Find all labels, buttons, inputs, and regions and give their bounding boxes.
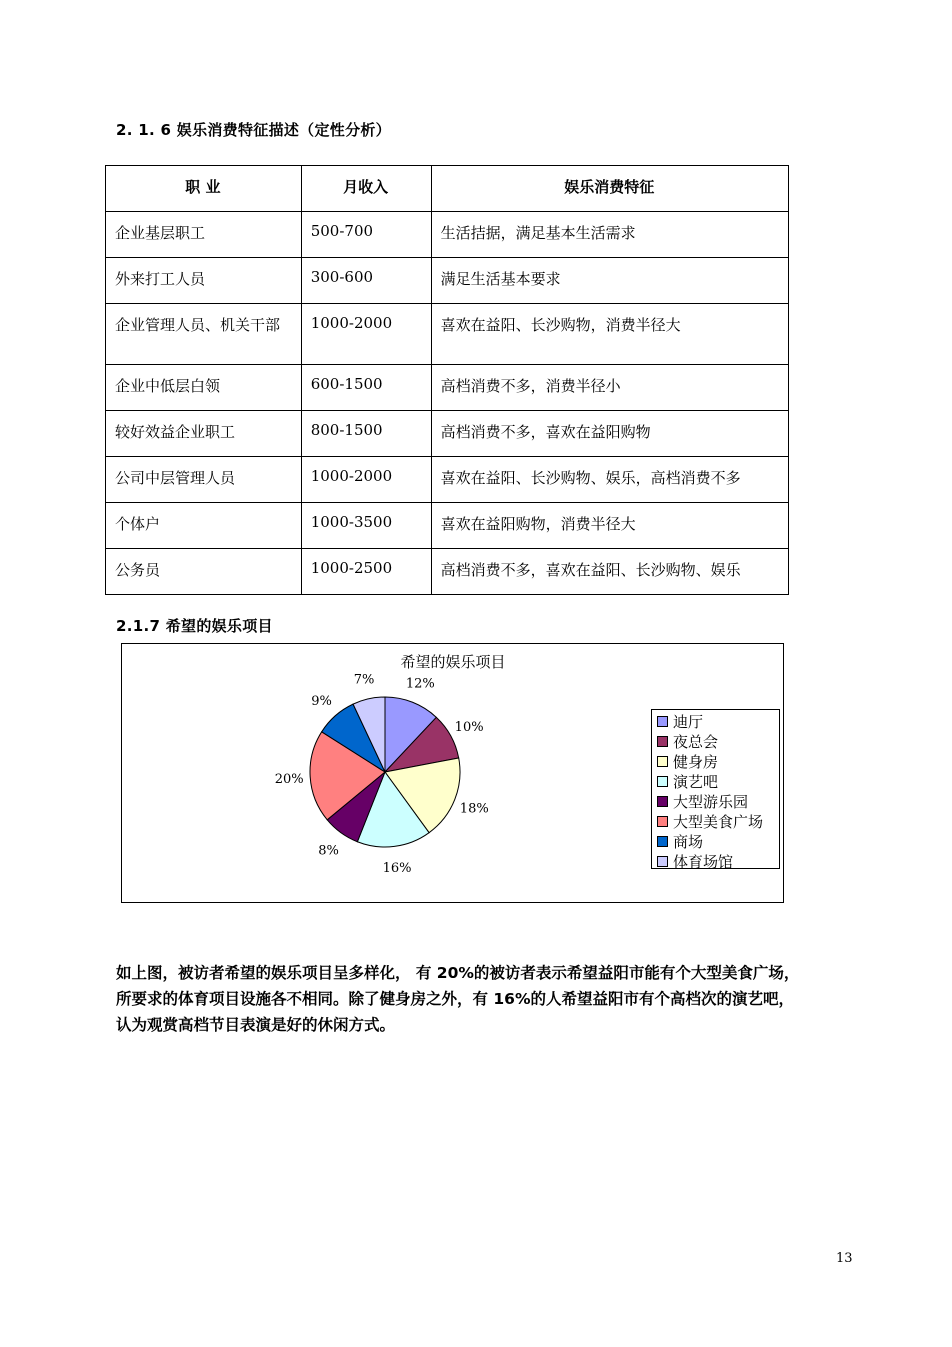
cell-occupation: 公司中层管理人员 [106, 457, 302, 503]
legend-item [657, 831, 779, 851]
header-feature: 娱乐消费特征 [431, 166, 788, 212]
cell-income: 300-600 [301, 258, 431, 304]
cell-feature: 生活拮据，满足基本生活需求 [431, 212, 788, 258]
legend-label: 大型美食广场 [673, 812, 764, 831]
cell-occupation: 外来打工人员 [106, 258, 302, 304]
pie-label-6: 20% [274, 772, 304, 788]
legend-swatch [657, 756, 668, 767]
pie-label-3: 18% [459, 801, 489, 817]
cell-income: 1000-2000 [301, 457, 431, 503]
paragraph-line: 认为观赏高档节目表演是好的休闲方式。 [116, 1016, 396, 1034]
pie-label-7: 9% [311, 693, 332, 709]
legend-label: 体育场馆 [673, 852, 734, 871]
section-title-2-1-7: 2.1.7 希望的娱乐项目 [116, 617, 273, 635]
legend-swatch [657, 816, 668, 827]
cell-income: 1000-3500 [301, 503, 431, 549]
cell-occupation: 个体户 [106, 503, 302, 549]
pie-label-5: 8% [318, 843, 339, 859]
legend-item [657, 711, 779, 731]
legend-swatch [657, 736, 668, 747]
legend-label: 演艺吧 [673, 772, 719, 791]
section-title-2-1-6: 2. 1. 6 娱乐消费特征描述（定性分析） [116, 121, 391, 139]
legend-swatch [657, 776, 668, 787]
chart-title: 希望的娱乐项目 [400, 653, 506, 671]
pie-chart [121, 643, 784, 903]
legend-item [657, 731, 779, 751]
legend-label: 健身房 [673, 752, 719, 771]
paragraph-line: 如上图，被访者希望的娱乐项目呈多样化， 有 20%的被访者表示希望益阳市能有个大型美食广场， [116, 964, 800, 982]
legend-item [657, 791, 779, 811]
cell-feature: 喜欢在益阳、长沙购物，消费半径大 [431, 304, 788, 365]
table-row [106, 411, 789, 457]
pie-label-4: 16% [382, 861, 412, 877]
cell-income: 600-1500 [301, 365, 431, 411]
cell-occupation: 企业管理人员、机关干部 [106, 304, 302, 365]
paragraph-line: 所要求的体育项目设施各不相同。除了健身房之外，有 16%的人希望益阳市有个高档次的演艺吧， [116, 990, 794, 1008]
cell-feature: 喜欢在益阳、长沙购物、娱乐，高档消费不多 [431, 457, 788, 503]
legend-swatch [657, 716, 668, 727]
pie-label-2: 10% [454, 719, 484, 735]
cell-income: 1000-2500 [301, 549, 431, 595]
header-income: 月收入 [301, 166, 431, 212]
legend-label: 大型游乐园 [673, 792, 749, 811]
cell-feature: 喜欢在益阳购物，消费半径大 [431, 503, 788, 549]
cell-feature: 高档消费不多，喜欢在益阳购物 [431, 411, 788, 457]
analysis-paragraph [116, 960, 856, 1038]
legend-swatch [657, 796, 668, 807]
cell-feature: 满足生活基本要求 [431, 258, 788, 304]
cell-feature: 高档消费不多，消费半径小 [431, 365, 788, 411]
legend-label: 夜总会 [673, 732, 719, 751]
chart-legend [651, 709, 780, 869]
cell-feature: 高档消费不多，喜欢在益阳、长沙购物、娱乐 [431, 549, 788, 595]
consumption-table [105, 165, 789, 595]
page-number: 13 [836, 1251, 853, 1266]
legend-label: 迪厅 [673, 712, 704, 731]
legend-item [657, 771, 779, 791]
table-row [106, 212, 789, 258]
table-row [106, 304, 789, 365]
table-row [106, 503, 789, 549]
cell-occupation: 较好效益企业职工 [106, 411, 302, 457]
legend-item [657, 751, 779, 771]
cell-income: 1000-2000 [301, 304, 431, 365]
header-occupation: 职 业 [106, 166, 302, 212]
table-row [106, 365, 789, 411]
legend-item [657, 851, 779, 871]
pie-label-8: 7% [353, 672, 375, 688]
legend-label: 商场 [673, 832, 704, 851]
pie-label-1: 12% [405, 676, 435, 692]
legend-item [657, 811, 779, 831]
pie-slices [310, 697, 460, 847]
cell-occupation: 企业基层职工 [106, 212, 302, 258]
table-row [106, 457, 789, 503]
cell-income: 800-1500 [301, 411, 431, 457]
table-row [106, 258, 789, 304]
table-header-row [106, 166, 789, 212]
table-row [106, 549, 789, 595]
legend-swatch [657, 836, 668, 847]
legend-swatch [657, 856, 668, 867]
cell-occupation: 公务员 [106, 549, 302, 595]
cell-income: 500-700 [301, 212, 431, 258]
cell-occupation: 企业中低层白领 [106, 365, 302, 411]
